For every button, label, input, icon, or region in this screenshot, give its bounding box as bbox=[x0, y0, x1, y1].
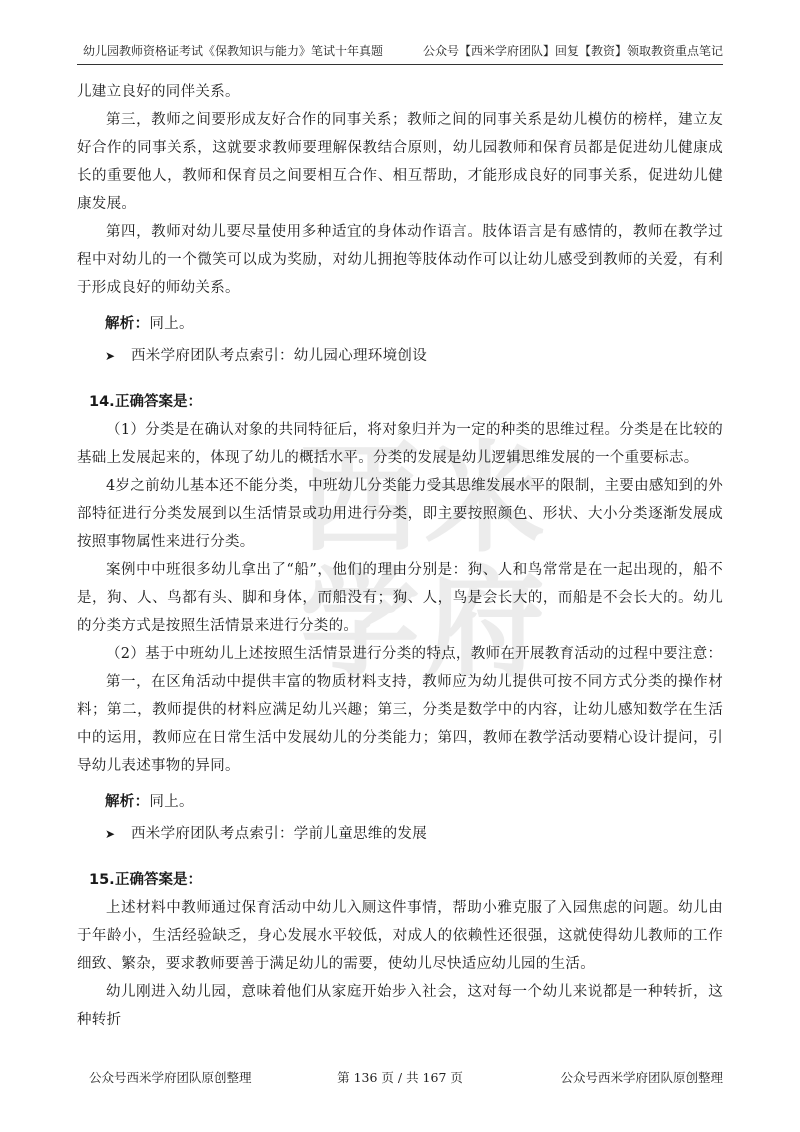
index-line bbox=[77, 820, 723, 848]
watermark-char: 西 bbox=[300, 430, 420, 569]
page-header bbox=[77, 40, 723, 65]
index-text: 西米学府团队考点索引：学前儿童思维的发展 bbox=[131, 826, 427, 842]
question-number: 15. bbox=[89, 872, 115, 888]
page-number: 第 136 页 / 共 167 页 bbox=[337, 1070, 463, 1085]
analysis-label: 解析： bbox=[105, 316, 150, 332]
header-title: 幼儿园教师资格证考试《保教知识与能力》笔试十年真题 bbox=[83, 44, 384, 58]
analysis-line bbox=[77, 788, 723, 816]
paragraph: 第一，在区角活动中提供丰富的物质材料支持，教师应为幼儿提供可按不同方式分类的操作材料；第二，教师提供的材料应满足幼儿兴趣；第三，分类是数学中的内容，让幼儿感知数学在生活中的运用，教师应在日常生活中发展幼儿的分类能力；第四，教师在教学活动要精心设计提问，引导幼儿表述事物的异同。 bbox=[77, 674, 723, 774]
footer-credit-right: 公众号西米学府团队原创整理 bbox=[560, 1070, 723, 1085]
paragraph: 第四，教师对幼儿要尽量使用多种适宜的身体动作语言。肢体语言是有感情的，教师在教学过程中对幼儿的一个微笑可以成为奖励，对幼儿拥抱等肢体动作可以让幼儿感受到教师的关爱，有利于形成良好的师幼关系。 bbox=[77, 224, 723, 296]
analysis-line bbox=[77, 310, 723, 338]
paragraph: 4岁之前幼儿基本还不能分类，中班幼儿分类能力受其思维发展水平的限制，主要由感知到的外部特征进行分类发展到以生活情景或功用进行分类，即主要按照颜色、形状、大小分类逐渐发展成按照事物属性来进行分类。 bbox=[77, 478, 723, 550]
paragraph: （1）分类是在确认对象的共同特征后，将对象归并为一定的种类的思维过程。分类是在比较的基础上发展起来的，体现了幼儿的概括水平。分类的发展是幼儿逻辑思维发展的一个重要标志。 bbox=[77, 422, 723, 466]
paragraph: 第三，教师之间要形成友好合作的同事关系；教师之间的同事关系是幼儿模仿的榜样，建立友好合作的同事关系，这就要求教师要理解保教结合原则，幼儿园教师和保育员都是促进幼儿健康成长的重要他人，教师和保育员之间要相互合作、相互帮助，才能形成良好的同事关系，促进幼儿健康发展。 bbox=[77, 112, 723, 212]
index-text: 西米学府团队考点索引：幼儿园心理环境创设 bbox=[131, 348, 427, 364]
question-heading bbox=[77, 388, 723, 416]
analysis-text: 同上。 bbox=[149, 794, 194, 810]
page-content bbox=[77, 78, 723, 1034]
question-number: 14. bbox=[89, 394, 115, 410]
paragraph: （2）基于中班幼儿上述按照生活情景进行分类的特点，教师在开展教育活动的过程中要注意： bbox=[106, 646, 723, 662]
arrow-bullet-icon: ➤ bbox=[105, 827, 116, 841]
paragraph: 上述材料中教师通过保育活动中幼儿入厕这件事情，帮助小雅克服了入园焦虑的问题。幼儿由于年龄小，生活经验缺乏，身心发展水平较低，对成人的依赖性还很强，这就使得幼儿教师的工作细致、繁杂，要求教师要善于满足幼儿的需要，使幼儿尽快适应幼儿园的生活。 bbox=[77, 900, 723, 972]
question-title: 正确答案是： bbox=[115, 394, 202, 410]
paragraph: 案例中中班很多幼儿拿出了“船”，他们的理由分别是：狗、人和鸟常常是在一起出现的，船不是，狗、人、鸟都有头、脚和身体，而船没有；狗、人，鸟是会长大的，而船是不会长大的。幼儿的分类方式是按照生活情景来进行分类的。 bbox=[77, 562, 723, 634]
index-line bbox=[77, 342, 723, 370]
footer-credit-left: 公众号西米学府团队原创整理 bbox=[89, 1070, 252, 1085]
page-footer bbox=[77, 1068, 723, 1092]
watermark-char: 学 bbox=[300, 555, 420, 694]
watermark-char: 米 bbox=[425, 430, 545, 569]
paragraph: 儿建立良好的同伴关系。 bbox=[77, 84, 240, 100]
header-promo: 公众号【西米学府团队】回复【教资】领取教资重点笔记 bbox=[422, 44, 723, 58]
paragraph: 幼儿刚进入幼儿园，意味着他们从家庭开始步入社会，这对每一个幼儿来说都是一种转折，这种转折 bbox=[77, 984, 723, 1028]
analysis-text: 同上。 bbox=[149, 316, 194, 332]
arrow-bullet-icon: ➤ bbox=[105, 349, 116, 363]
question-heading bbox=[77, 866, 723, 894]
analysis-label: 解析： bbox=[105, 794, 150, 810]
watermark-char: 府 bbox=[425, 555, 545, 694]
question-title: 正确答案是： bbox=[115, 872, 202, 888]
